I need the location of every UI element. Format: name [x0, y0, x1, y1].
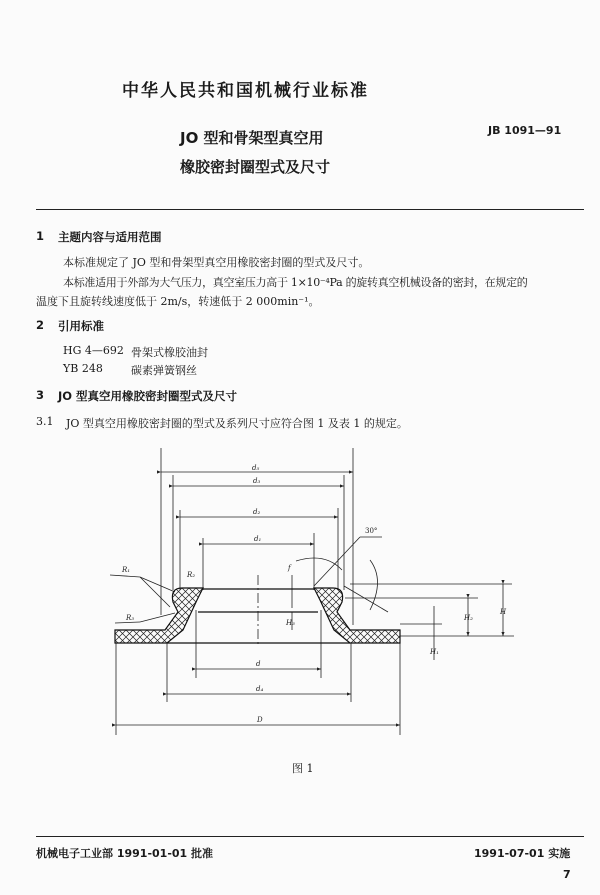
label-H3: H₃: [286, 619, 295, 627]
label-angle: 30°: [365, 527, 378, 535]
section-1-title: 主题内容与适用范围: [58, 230, 162, 244]
section-3-title: JO 型真空用橡胶密封圈型式及尺寸: [58, 389, 238, 403]
label-D: D: [257, 716, 263, 724]
label-H1: H₁: [430, 648, 439, 656]
label-d5: d₅: [252, 464, 260, 472]
section-2-number: 2: [36, 318, 45, 332]
label-H2: H₂: [464, 614, 473, 622]
ref-name: 骨架式橡胶油封: [131, 346, 208, 359]
section-1-paragraph-1: 本标准规定了 JO 型和骨架型真空用橡胶密封圈的型式及尺寸。: [63, 256, 370, 269]
label-H: H: [500, 608, 507, 616]
section-3-1-text: JO 型真空用橡胶密封圈的型式及系列尺寸应符合图 1 及表 1 的规定。: [66, 417, 408, 430]
label-R2: R₂: [187, 571, 196, 579]
approval-text: 机械电子工业部 1991-01-01 批准: [36, 847, 214, 860]
label-d3: d₃: [253, 477, 261, 485]
label-f: f: [288, 564, 291, 572]
standard-number: JB 1091—91: [488, 124, 562, 137]
footer-rule: [36, 836, 584, 837]
section-3-number: 3: [36, 388, 45, 402]
label-R1: R₁: [122, 566, 131, 574]
section-3-1-number: 3.1: [36, 415, 54, 428]
title-line-1: JO 型和骨架型真空用: [180, 129, 324, 147]
label-R3: R₃: [126, 614, 135, 622]
ref-code: HG 4—692: [63, 344, 124, 357]
ref-code: YB 248: [63, 362, 103, 375]
section-1-number: 1: [36, 229, 45, 243]
org-standard-heading: 中华人民共和国机械行业标准: [122, 81, 369, 101]
label-d4: d₄: [256, 685, 264, 693]
page-number: 7: [563, 868, 571, 881]
section-2-title: 引用标准: [58, 319, 104, 333]
section-1-paragraph-2a: 本标准适用于外部为大气压力，真空室压力高于 1×10⁻⁴Pa 的旋转真空机械设备的密封，在规定的: [63, 276, 528, 289]
effective-date: 1991-07-01 实施: [474, 847, 571, 860]
title-line-2: 橡胶密封圈型式及尺寸: [180, 158, 331, 176]
label-d2: d₂: [253, 508, 261, 516]
ref-name: 碳素弹簧钢丝: [131, 364, 197, 377]
label-d: d: [256, 660, 261, 668]
section-1-paragraph-2b: 温度下且旋转线速度低于 2m/s，转速低于 2 000min⁻¹。: [36, 295, 320, 308]
label-d1: d₁: [254, 535, 262, 543]
figure-caption: 图 1: [292, 762, 314, 775]
